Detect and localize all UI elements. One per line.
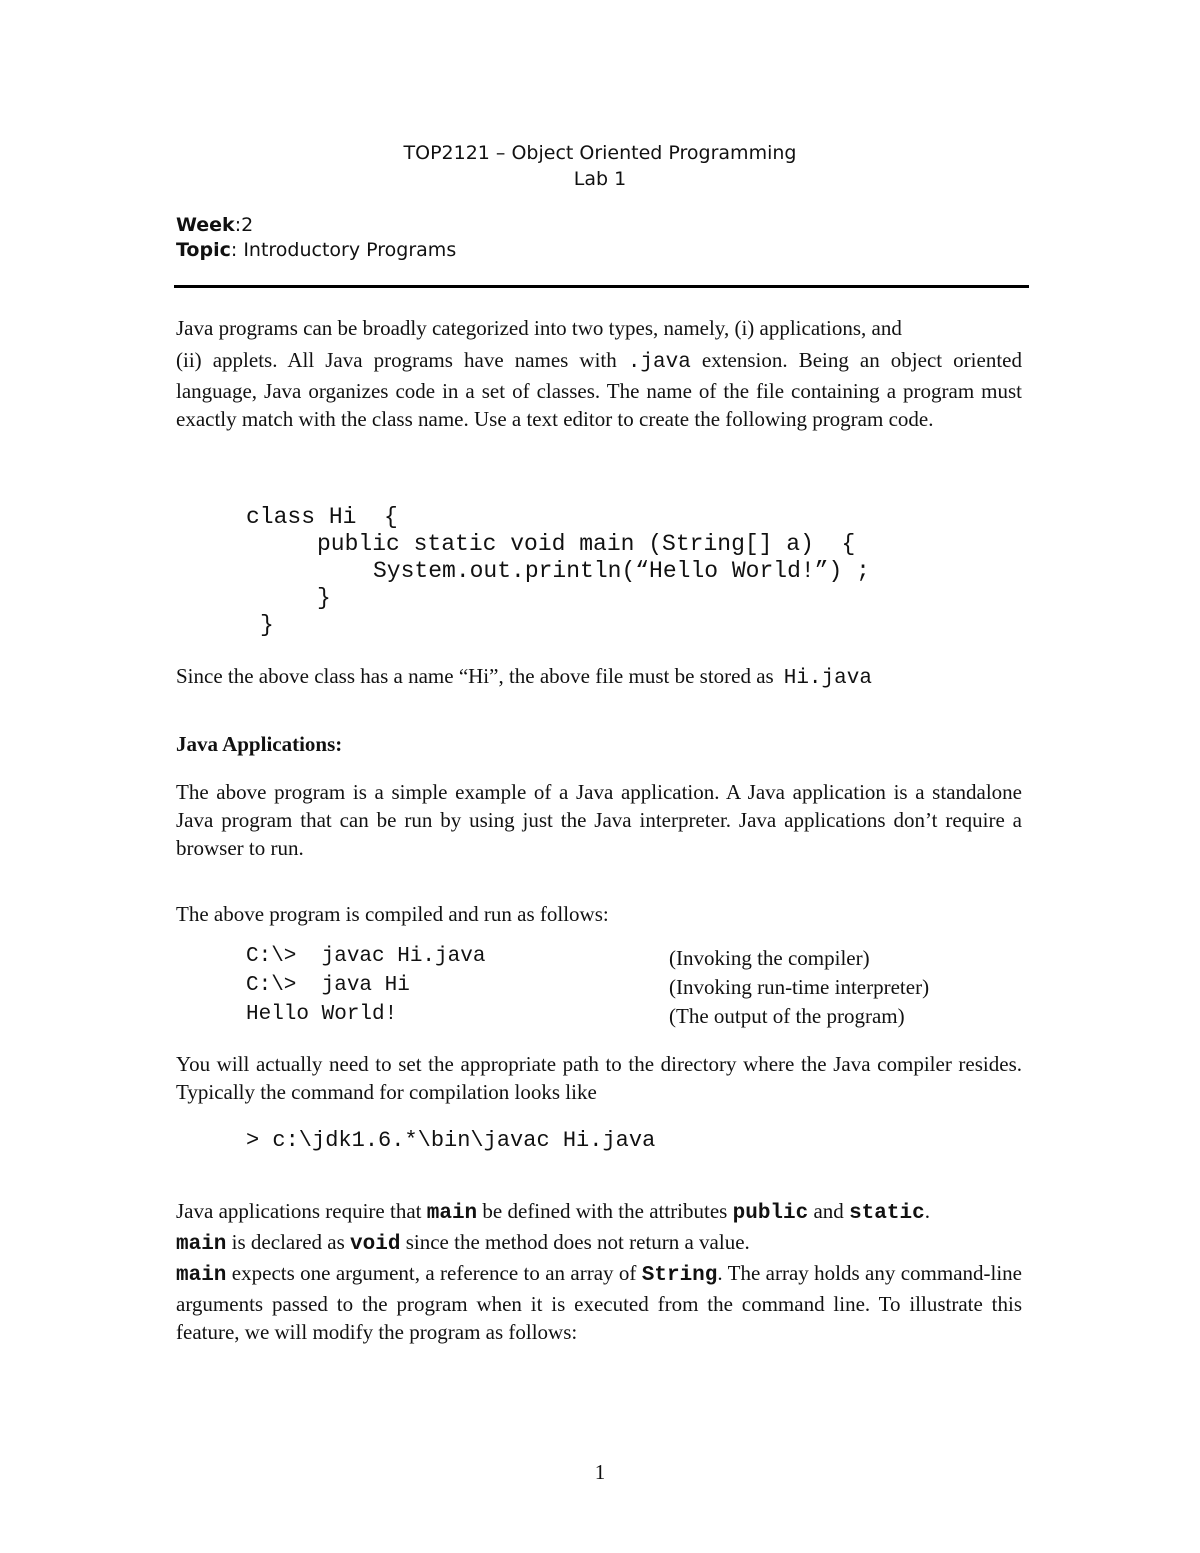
keyword-main: main <box>176 1264 227 1287</box>
section-heading-java-applications: Java Applications: <box>176 732 343 756</box>
topic-label: Topic <box>176 239 231 261</box>
applications-paragraph: The above program is a simple example of a Java application. A Java application is a standalone Java program that can be run by using just the Java interpreter. Java applications don’t require a browser to run. <box>176 780 1022 860</box>
keyword-main: main <box>426 1202 478 1225</box>
code-line-2: public static void main (String[] a) { <box>317 531 856 557</box>
intro-rest: (ii) applets. All Java programs have names with .java extension. Being an object oriented language, Java organizes code in a set of classes. The name of the file containing a program must exactly match with the class name. Use a text editor to create the following program code. <box>176 348 1022 431</box>
code-line-3: System.out.println(“Hello World!”) ; <box>373 558 870 584</box>
intro-paragraph <box>176 314 1022 433</box>
store-note: Since the above class has a name “Hi”, the above file must be stored as Hi.java <box>176 664 872 690</box>
intro-line-1: Java programs can be broadly categorized into two types, namely, (i) applications, and <box>176 316 902 340</box>
compile-intro: The above program is compiled and run as follows: <box>176 902 609 926</box>
command-text: Hello World! <box>246 1003 398 1026</box>
command-text: C:\> java Hi <box>246 974 410 997</box>
keyword-string: String <box>641 1264 718 1287</box>
jdk-compile-command: > c:\jdk1.6.*\bin\javac Hi.java <box>246 1128 656 1153</box>
java-extension: .java <box>627 351 691 374</box>
course-title: TOP2121 – Object Oriented Programming <box>403 142 797 164</box>
week-value: :2 <box>234 214 254 236</box>
header-divider <box>174 285 1029 288</box>
topic-value: : Introductory Programs <box>230 239 457 261</box>
path-paragraph: You will actually need to set the appropriate path to the directory where the Java compiler resides. Typically the command for compilation looks like <box>176 1052 1022 1104</box>
week-line <box>176 214 253 236</box>
code-line-4: } <box>317 585 331 611</box>
keyword-void: void <box>350 1233 401 1256</box>
code-line-5: } <box>260 612 274 638</box>
command-note: (Invoking the compiler) <box>669 946 870 970</box>
keyword-static: static <box>849 1202 925 1225</box>
command-note: (Invoking run-time interpreter) <box>669 975 930 999</box>
keyword-main: main <box>176 1233 227 1256</box>
command-text: C:\> javac Hi.java <box>246 945 486 968</box>
page-number: 1 <box>594 1460 606 1484</box>
filename: Hi.java <box>783 667 872 690</box>
command-note: (The output of the program) <box>669 1004 905 1028</box>
week-label: Week <box>176 214 235 236</box>
main-method-paragraph: Java applications require that main be defined with the attributes public and static. main is declared as void since the method does not return a value. main expects one argument, a reference to an array of String. The array holds any command-line arguments passed to the program when it is executed from the command line. To illustrate this feature, we will modify the program as follows: <box>176 1199 1022 1344</box>
keyword-public: public <box>732 1202 809 1225</box>
code-line-1: class Hi { <box>246 504 398 530</box>
topic-line <box>176 239 456 261</box>
lab-number: Lab 1 <box>573 168 627 190</box>
